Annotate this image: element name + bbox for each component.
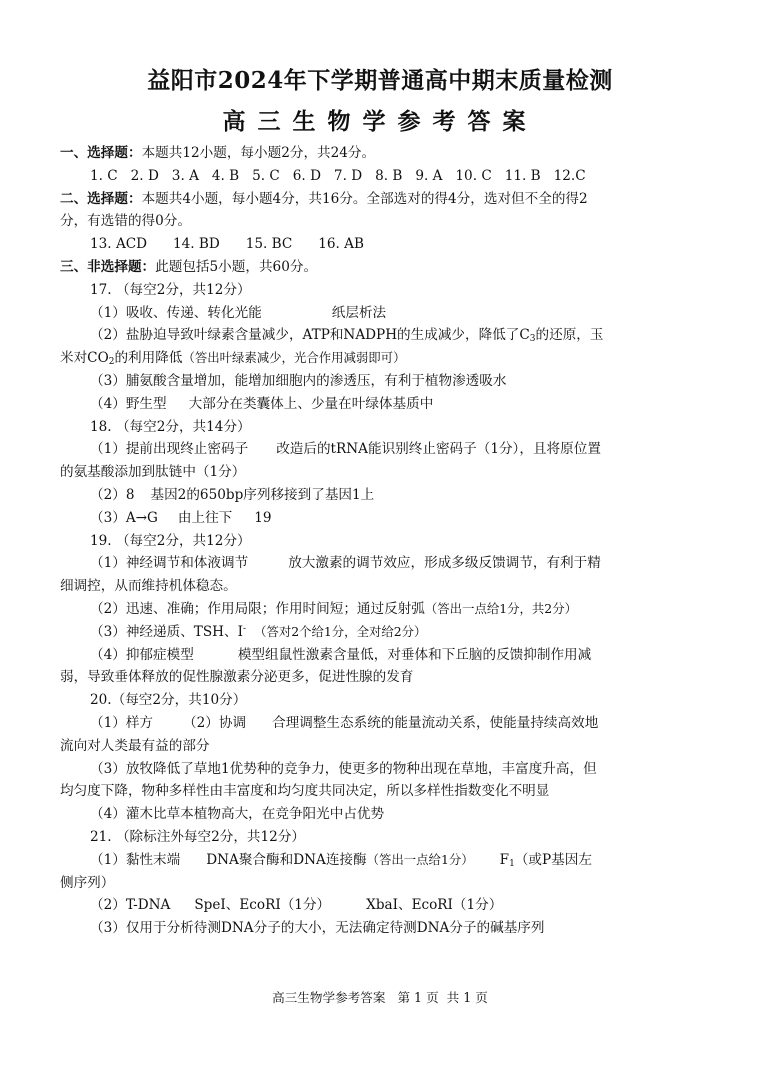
answer-body: [60, 142, 700, 940]
q19-answer-4-cont: 弱，导致垂体释放的促性腺激素分泌更多，促进性腺的发育: [60, 669, 414, 686]
q18-answer-2: （2）8 基因2的650bp序列移接到了基因1上: [90, 486, 375, 503]
q17-header: 17. （每空2分，共12分）: [90, 281, 251, 298]
q19-answer-1-cont: 细调控，从而维持机体稳态。: [60, 578, 237, 595]
q19-answer-3: （3）神经递质、TSH、I- （答对2个给1分，全对给2分）: [90, 623, 427, 640]
q19-answer-2: （2）迅速、准确；作用局限；作用时间短；通过反射弧（答出一点给1分，共2分）: [90, 600, 577, 617]
q20-header: 20.（每空2分，共10分）: [90, 692, 247, 709]
q21-answer-2: （2）T-DNA SpeI、EcoRI（1分） XbaI、EcoRI（1分）: [90, 897, 503, 914]
q20-answer-4: （4）灌木比草本植物高大，在竞争阳光中占优势: [90, 806, 385, 823]
document-title: 益阳市2024年下学期普通高中期末质量检测: [147, 67, 613, 94]
section-1-answers: 1. C 2. D 3. A 4. B 5. C 6. D 7. D 8. B 9. A 10. C 11. B 12.C: [90, 167, 586, 184]
section-1-header: 一、选择题：本题共12小题，每小题2分，共24分。: [60, 145, 376, 161]
q17-answer-2: （2）盐胁迫导致叶绿素含量减少，ATP和NADPH的生成减少，降低了$C_3$的还原，玉: [90, 327, 604, 345]
section-3-header: 三、非选择题：此题包括5小题，共60分。: [60, 258, 318, 275]
q21-answer-1-cont: 侧序列）: [60, 874, 115, 891]
q21-header: 21. （除标注外每空2分，共12分）: [90, 828, 306, 845]
page-footer: 高三生物学参考答案 第 1 页 共 1 页: [272, 990, 488, 1005]
q20-answer-1: （1）样方 （2）协调 合理调整生态系统的能量流动关系，使能量持续高效地: [90, 714, 599, 731]
q18-answer-1-cont: 的氨基酸添加到肽链中（1分）: [60, 464, 246, 481]
q18-answer-1: （1）提前出现终止密码子 改造后的tRNA能识别终止密码子（1分），且将原位置: [90, 441, 601, 458]
q19-header: 19. （每空2分，共12分）: [90, 532, 251, 549]
section-2-answers: 13. ACD 14. BD 15. BC 16. AB: [90, 236, 364, 253]
q21-answer-3: （3）仅用于分析待测DNA分子的大小，无法确定待测DNA分子的碱基序列: [90, 920, 545, 937]
section-2-header: 二、选择题：本题共4小题，每小题4分，共16分。全部选对的得4分，选对但不全的得2: [60, 190, 588, 207]
q17-answer-1: （1）吸收、传递、转化光能 纸层析法: [90, 304, 387, 321]
q17-answer-4: （4）野生型 大部分在类囊体上、少量在叶绿体基质中: [90, 395, 434, 412]
document-subtitle: 高三生物学参考答案: [222, 108, 538, 135]
q20-answer-3: （3）放牧降低了草地1优势种的竞争力，使更多的物种出现在草地，丰富度升高，但: [90, 760, 597, 777]
q19-answer-1: （1）神经调节和体液调节 放大激素的调节效应，形成多级反馈调节，有利于精: [90, 555, 601, 572]
q20-answer-1-cont: 流向对人类最有益的部分: [60, 737, 210, 754]
q18-header: 18. （每空2分，共14分）: [90, 418, 251, 435]
q20-answer-3-cont: 均匀度下降，物种多样性由丰富度和均匀度共同决定，所以多样性指数变化不明显: [60, 783, 550, 800]
q21-answer-1: （1）黏性末端 DNA聚合酶和DNA连接酶（答出一点给1分） $F_1$（或P基因左: [90, 851, 592, 869]
q19-answer-4: （4）抑郁症模型 模型组鼠性激素含量低，对垂体和下丘脑的反馈抑制作用减: [90, 646, 592, 663]
section-2-header-cont: 分，有选错的得0分。: [60, 213, 191, 230]
q17-answer-2-cont: 米对$CO_2$的利用降低（答出叶绿素减少，光合作用减弱即可）: [60, 350, 406, 368]
q17-answer-3: （3）脯氨酸含量增加，能增加细胞内的渗透压，有利于植物渗透吸水: [90, 372, 507, 389]
q18-answer-3: （3）A→G 由上往下 19: [90, 509, 272, 526]
